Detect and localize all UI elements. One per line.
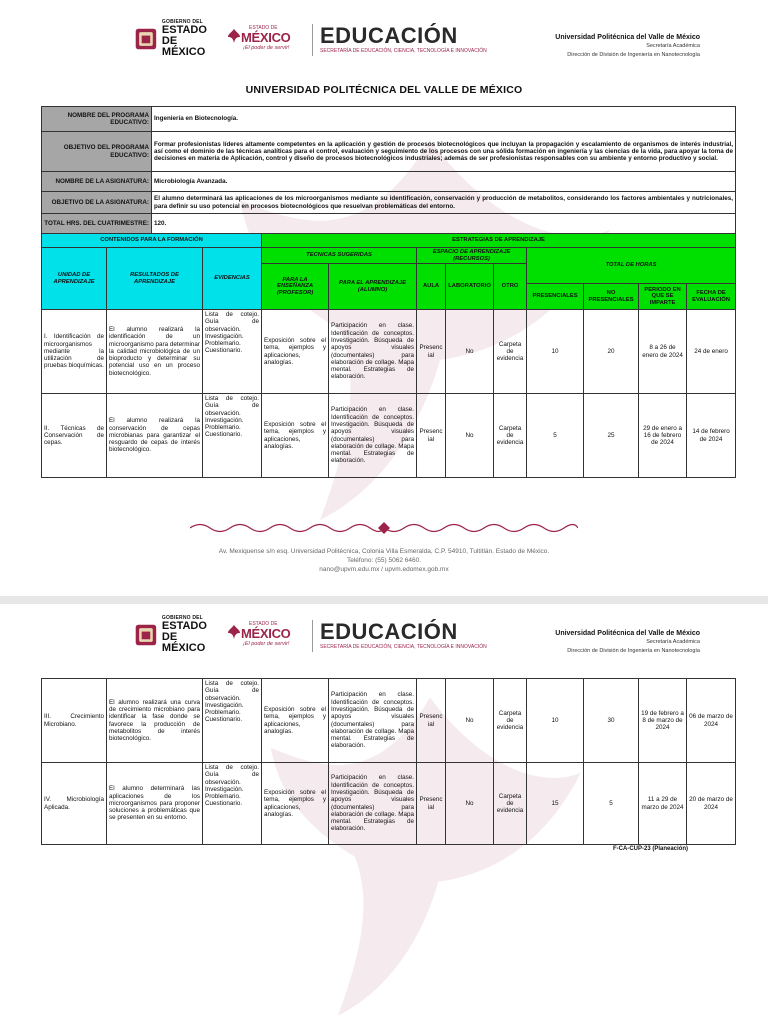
total-horas-header: TOTAL DE HORAS	[527, 248, 736, 284]
no-presenciales-cell: 20	[584, 310, 639, 394]
ensenanza-cell: Exposición sobre el tema, ejemplos y aplicaciones, analogías.	[262, 310, 329, 394]
aprendizaje-cell: Participación en clase. Identificación de conceptos. Investigación. Búsqueda de apoyos visuales (documentales) para elaboración de collage. Mapa mental. Estrategias de elaboración.	[329, 763, 417, 845]
laboratorio-cell: No	[446, 763, 494, 845]
educacion-logo	[320, 24, 487, 54]
secretaria-text: Secretaría Académica	[646, 43, 700, 49]
direccion-text: Dirección de División de Ingeniería en Nanotecnología	[567, 648, 700, 654]
edomex-small-text: GOBIERNO DEL	[161, 615, 203, 621]
educacion-subtitle: SECRETARÍA DE EDUCACIÓN, CIENCIA, TECNOLOGÍA E INNOVACIÓN	[320, 48, 487, 54]
resultados-cell: El alumno realizará la conservación de cepas microbianas para garantizar el resguardo de cepas de interés biotecnológico.	[107, 394, 203, 478]
aula-header: AULA	[417, 264, 446, 310]
table-row	[42, 394, 736, 478]
laboratorio-cell: No	[446, 310, 494, 394]
fecha-cell: 06 de marzo de 2024	[687, 679, 736, 763]
laboratorio-header: LABORATORIO	[446, 264, 494, 310]
periodo-cell: 29 de enero a 16 de febrero de 2024	[639, 394, 687, 478]
mexico-slogan: ¡El poder de servir!	[243, 641, 290, 647]
presenciales-cell: 15	[527, 763, 584, 845]
university-header	[555, 33, 700, 60]
university-name: Universidad Politécnica del Valle de México	[555, 34, 700, 41]
no-presenciales-cell: 5	[584, 763, 639, 845]
horas-label: TOTAL HRS. DEL CUATRIMESTRE:	[42, 214, 152, 234]
direccion-text: Dirección de División de Ingeniería en Nanotecnología	[567, 52, 700, 58]
educacion-subtitle: SECRETARÍA DE EDUCACIÓN, CIENCIA, TECNOLOGÍA E INNOVACIÓN	[320, 644, 487, 650]
ensenanza-cell: Exposición sobre el tema, ejemplos y aplicaciones, analogías.	[262, 394, 329, 478]
mexico-big-text: MÉXICO	[241, 30, 291, 45]
mexico-big-text: MÉXICO	[241, 626, 291, 641]
no-presenciales-cell: 30	[584, 679, 639, 763]
laboratorio-cell: No	[446, 394, 494, 478]
laboratorio-cell: No	[446, 679, 494, 763]
mexico-small-text: ESTADO DE	[249, 621, 278, 627]
edomex-logo	[134, 19, 216, 58]
aula-cell: Presencial	[417, 394, 446, 478]
periodo-header: PERIODO EN QUE SE IMPARTE	[639, 284, 687, 310]
aula-cell: Presencial	[417, 310, 446, 394]
presenciales-cell: 10	[527, 679, 584, 763]
shield-icon	[134, 25, 158, 53]
table-row	[42, 310, 736, 394]
objetivo-asignatura-label: OBJETIVO DE LA ASIGNATURA:	[42, 192, 152, 214]
edomex-big-text-1: ESTADO DE	[161, 24, 207, 47]
educacion-logo	[320, 620, 487, 650]
tecnicas-header: TECNICAS SUGERIDAS	[262, 248, 417, 264]
programa-label: NOMBRE DEL PROGRAMA EDUCATIVO:	[42, 107, 152, 132]
periodo-cell: 19 de febrero a 8 de marzo de 2024	[639, 679, 687, 763]
flower-icon	[227, 28, 241, 44]
otro-cell: Carpeta de evidencia	[494, 679, 527, 763]
flower-icon	[227, 624, 241, 640]
footer-email: nano@upvm.edu.mx / upvm.edomex.gob.mx	[319, 566, 449, 573]
programa-value: Ingeniería en Biotecnología.	[152, 107, 736, 132]
page-title: UNIVERSIDAD POLITÉCNICA DEL VALLE DE MÉXICO	[245, 84, 523, 96]
unidad-cell: II. Técnicas de Conservación de cepas.	[42, 394, 107, 478]
asignatura-value: Microbiología Avanzada.	[152, 172, 736, 192]
mexico-logo	[227, 620, 307, 650]
resultados-cell: El alumno realizará una curva de crecimiento microbiano para identificar la fase donde se favorece la producción de metabolitos de interés biotecnológico.	[107, 679, 203, 763]
unidad-header: UNIDAD DE APRENDIZAJE	[42, 248, 107, 310]
edomex-small-text: GOBIERNO DEL	[161, 19, 203, 25]
evidencias-cell: Lista de cotejo. Guía de observación. Investigación. Problemario. Cuestionario.	[203, 310, 262, 394]
aprendizaje-cell: Participación en clase. Identificación de conceptos. Investigación. Búsqueda de apoyos visuales (documentales) para elaboración de collage. Mapa mental. Estrategias de elaboración.	[329, 679, 417, 763]
header-divider	[312, 24, 313, 56]
decorative-border-icon	[190, 521, 578, 535]
aprendizaje-header: PARA EL APRENDIZAJE (ALUMNO)	[329, 264, 417, 310]
ensenanza-cell: Exposición sobre el tema, ejemplos y aplicaciones, analogías.	[262, 763, 329, 845]
mexico-slogan: ¡El poder de servir!	[243, 45, 290, 51]
presenciales-cell: 5	[527, 394, 584, 478]
footer-address: Av. Mexiquense s/n esq. Universidad Politécnica, Colonia Villa Esmeralda, C.P. 54910, Tultitlán. Estado de México.	[218, 548, 550, 555]
unidad-cell: III. Crecimiento Microbiano.	[42, 679, 107, 763]
periodo-cell: 8 a 26 de enero de 2024	[639, 310, 687, 394]
aula-cell: Presencial	[417, 679, 446, 763]
objetivo-programa-value: Formar profesionistas líderes altamente competentes en la aplicación y gestión de procesos biotecnológicos que incluyan la propagación y escalamiento de organismos de interés industrial, así como el dominio de las técnicas analíticas para el control, evaluación y seguimiento de los procesos con una sólida formación en ingeniería y las ciencias de la vida, para apoyar la toma de decisiones en materia de Aplicación, control y diseño de procesos biotecnológicos industriales; además de ser profesionistas responsables con su ambiente y entorno productivo y social.	[152, 132, 736, 172]
unidad-cell: IV. Microbiología Aplicada.	[42, 763, 107, 845]
page-header	[0, 604, 768, 656]
evidencias-cell: Lista de cotejo. Guía de observación. Investigación. Problemario. Cuestionario.	[203, 679, 262, 763]
objetivo-programa-label: OBJETIVO DEL PROGRAMA EDUCATIVO:	[42, 132, 152, 172]
presenciales-header: PRESENCIALES	[527, 284, 584, 310]
objetivo-asignatura-value: El alumno determinará las aplicaciones de los microorganismos mediante su identificación, conservación y producción de metabolitos, considerando los factores ambientales y nutricionales, para definir su uso potencial en procesos biotecnológicos que resuelvan problemáticas del entorno.	[152, 192, 736, 214]
shield-icon	[134, 621, 158, 649]
otro-cell: Carpeta de evidencia	[494, 763, 527, 845]
form-code: F-CA-CUP-23 (Planeación)	[613, 846, 689, 852]
university-header	[555, 629, 700, 656]
edomex-big-text-2: MÉXICO	[161, 642, 206, 654]
espacio-header: ESPACIO DE APRENDIZAJE (RECURSOS)	[417, 248, 527, 264]
table-row	[42, 763, 736, 845]
estrategias-header: ESTRATEGIAS DE APRENDIZAJE	[262, 234, 736, 248]
aula-cell: Presencial	[417, 763, 446, 845]
page-footer	[0, 547, 768, 574]
planning-table	[41, 233, 736, 478]
ensenanza-cell: Exposición sobre el tema, ejemplos y aplicaciones, analogías.	[262, 679, 329, 763]
secretaria-text: Secretaría Académica	[646, 639, 700, 645]
footer-phone: Teléfono: (55) 5062 6460.	[346, 557, 422, 564]
fecha-cell: 24 de enero	[687, 310, 736, 394]
fecha-cell: 14 de febrero de 2024	[687, 394, 736, 478]
mexico-logo	[227, 24, 307, 54]
no-presenciales-header: NO PRESENCIALES	[584, 284, 639, 310]
unidad-cell: I. Identificación de microorganismos mediante la utilización de pruebas bioquímicas.	[42, 310, 107, 394]
document-page-2	[0, 604, 768, 1024]
fecha-cell: 20 de marzo de 2024	[687, 763, 736, 845]
educacion-title: EDUCACIÓN	[320, 619, 458, 644]
aprendizaje-cell: Participación en clase. Identificación de conceptos. Investigación. Búsqueda de apoyos visuales (documentales) para elaboración de collage. Mapa mental. Estrategias de elaboración.	[329, 394, 417, 478]
evidencias-cell: Lista de cotejo. Guía de observación. Investigación. Problemario. Cuestionario.	[203, 763, 262, 845]
evidencias-cell: Lista de cotejo. Guía de observación. Investigación. Problemario. Cuestionario.	[203, 394, 262, 478]
periodo-cell: 11 a 29 de marzo de 2024	[639, 763, 687, 845]
presenciales-cell: 10	[527, 310, 584, 394]
ensenanza-header: PARA LA ENSEÑANZA (PROFESOR)	[262, 264, 329, 310]
edomex-big-text-2: MÉXICO	[161, 46, 206, 58]
horas-value: 120.	[152, 214, 736, 234]
university-name: Universidad Politécnica del Valle de México	[555, 630, 700, 637]
edomex-big-text-1: ESTADO DE	[161, 620, 207, 643]
page-header	[0, 0, 768, 60]
otro-cell: Carpeta de evidencia	[494, 394, 527, 478]
otro-header: OTRO	[494, 264, 527, 310]
planning-table-continued	[41, 678, 736, 845]
header-divider	[312, 620, 313, 652]
aprendizaje-cell: Participación en clase. Identificación de conceptos. Investigación. Búsqueda de apoyos visuales (documentales) para elaboración de collage. Mapa mental. Estrategias de elaboración.	[329, 310, 417, 394]
edomex-logo	[134, 615, 216, 654]
no-presenciales-cell: 25	[584, 394, 639, 478]
otro-cell: Carpeta de evidencia	[494, 310, 527, 394]
table-row	[42, 679, 736, 763]
resultados-cell: El alumno determinará las aplicaciones de los microorganismos para proponer soluciones a problemáticas que se presenten en su entorno.	[107, 763, 203, 845]
program-info-table	[41, 106, 736, 234]
educacion-title: EDUCACIÓN	[320, 23, 458, 48]
mexico-small-text: ESTADO DE	[249, 25, 278, 31]
contenidos-header: CONTENIDOS PARA LA FORMACIÓN	[42, 234, 262, 248]
resultados-header: RESULTADOS DE APRENDIZAJE	[107, 248, 203, 310]
asignatura-label: NOMBRE DE LA ASIGNATURA:	[42, 172, 152, 192]
fecha-eval-header: FECHA DE EVALUACIÓN	[687, 284, 736, 310]
resultados-cell: El alumno realizará la identificación de un microorganismo para determinar la calidad microbiológica de un bioproducto y determinar su potencial uso en un proceso biotecnológico.	[107, 310, 203, 394]
evidencias-header: EVIDENCIAS	[203, 248, 262, 310]
